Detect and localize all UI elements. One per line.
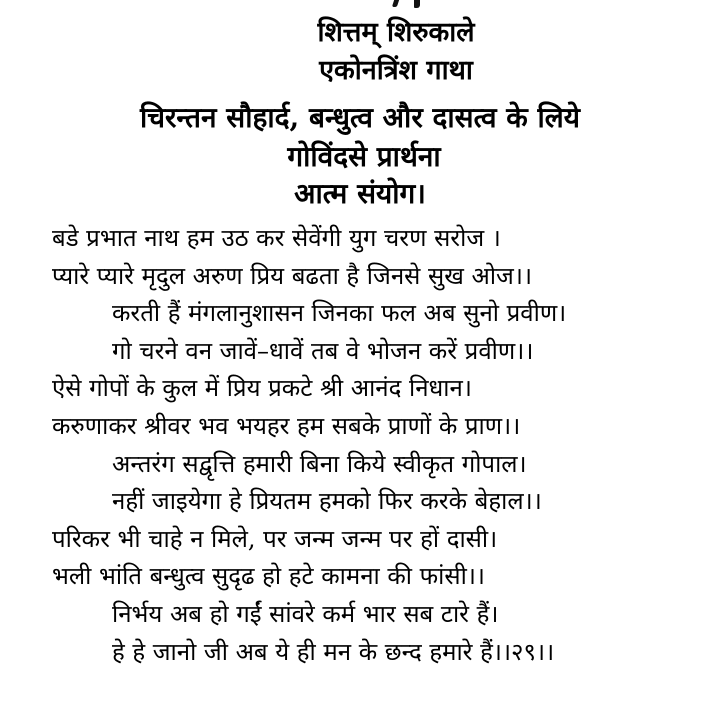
subtitle-line-3: आत्म संयोग।	[294, 177, 426, 210]
clipped-glyph-mark	[414, 0, 420, 8]
poem-line-5: ऐसे गोपों के कुल में प्रिय प्रकटे श्री आनंद निधान।	[52, 374, 472, 403]
poem-line-12: हे हे जानो जी अब ये ही मन के छन्द हमारे हैं।।२९।।	[112, 637, 555, 666]
poem-line-8: नहीं जाइयेगा हे प्रियतम हमको फिर करके बेहाल।।	[112, 487, 542, 516]
clipped-text-fragment	[390, 0, 430, 8]
subtitle-line-1: चिरन्तन सौहार्द, बन्धुत्व और दासत्व के लिये	[139, 101, 581, 134]
poem-line-1: बडे प्रभात नाथ हम उठ कर सेवेंगी युग चरण सरोज ।	[52, 224, 501, 252]
poem-line-3: करती हैं मंगलानुशासन जिनका फल अब सुनो प्रवीण।	[112, 299, 567, 328]
title-line-2: एकोनत्रिंश गाथा	[319, 55, 473, 86]
poem-line-7: अन्तरंग सद्वृत्ति हमारी बिना किये स्वीकृत गोपाल।	[112, 449, 527, 478]
subtitle-line-2: गोविंदसे प्रार्थना	[287, 140, 441, 173]
poem-line-2: प्यारे प्यारे मृदुल अरुण प्रिय बढता है जिनसे सुख ओज।।	[52, 261, 533, 290]
poem-line-11: निर्भय अब हो गईं सांवरे कर्म भार सब टारे हैं।	[112, 599, 499, 628]
clipped-glyph-mark	[392, 0, 399, 7]
title-line-1: शित्तम् शिरुकाले	[317, 17, 475, 48]
poem-line-6: करुणाकर श्रीवर भव भयहर हम सबके प्राणों के प्राण।।	[52, 411, 521, 440]
poem-line-9: परिकर भी चाहे न मिले, पर जन्म जन्म पर हों दासी।	[52, 524, 498, 553]
poem-line-4: गो चरने वन जावें–धावें तब वे भोजन करें प्रवीण।।	[112, 336, 534, 365]
poem-line-10: भली भांति बन्धुत्व सुदृढ हो हटे कामना की फांसी।।	[52, 562, 486, 591]
poem-body	[52, 220, 700, 671]
